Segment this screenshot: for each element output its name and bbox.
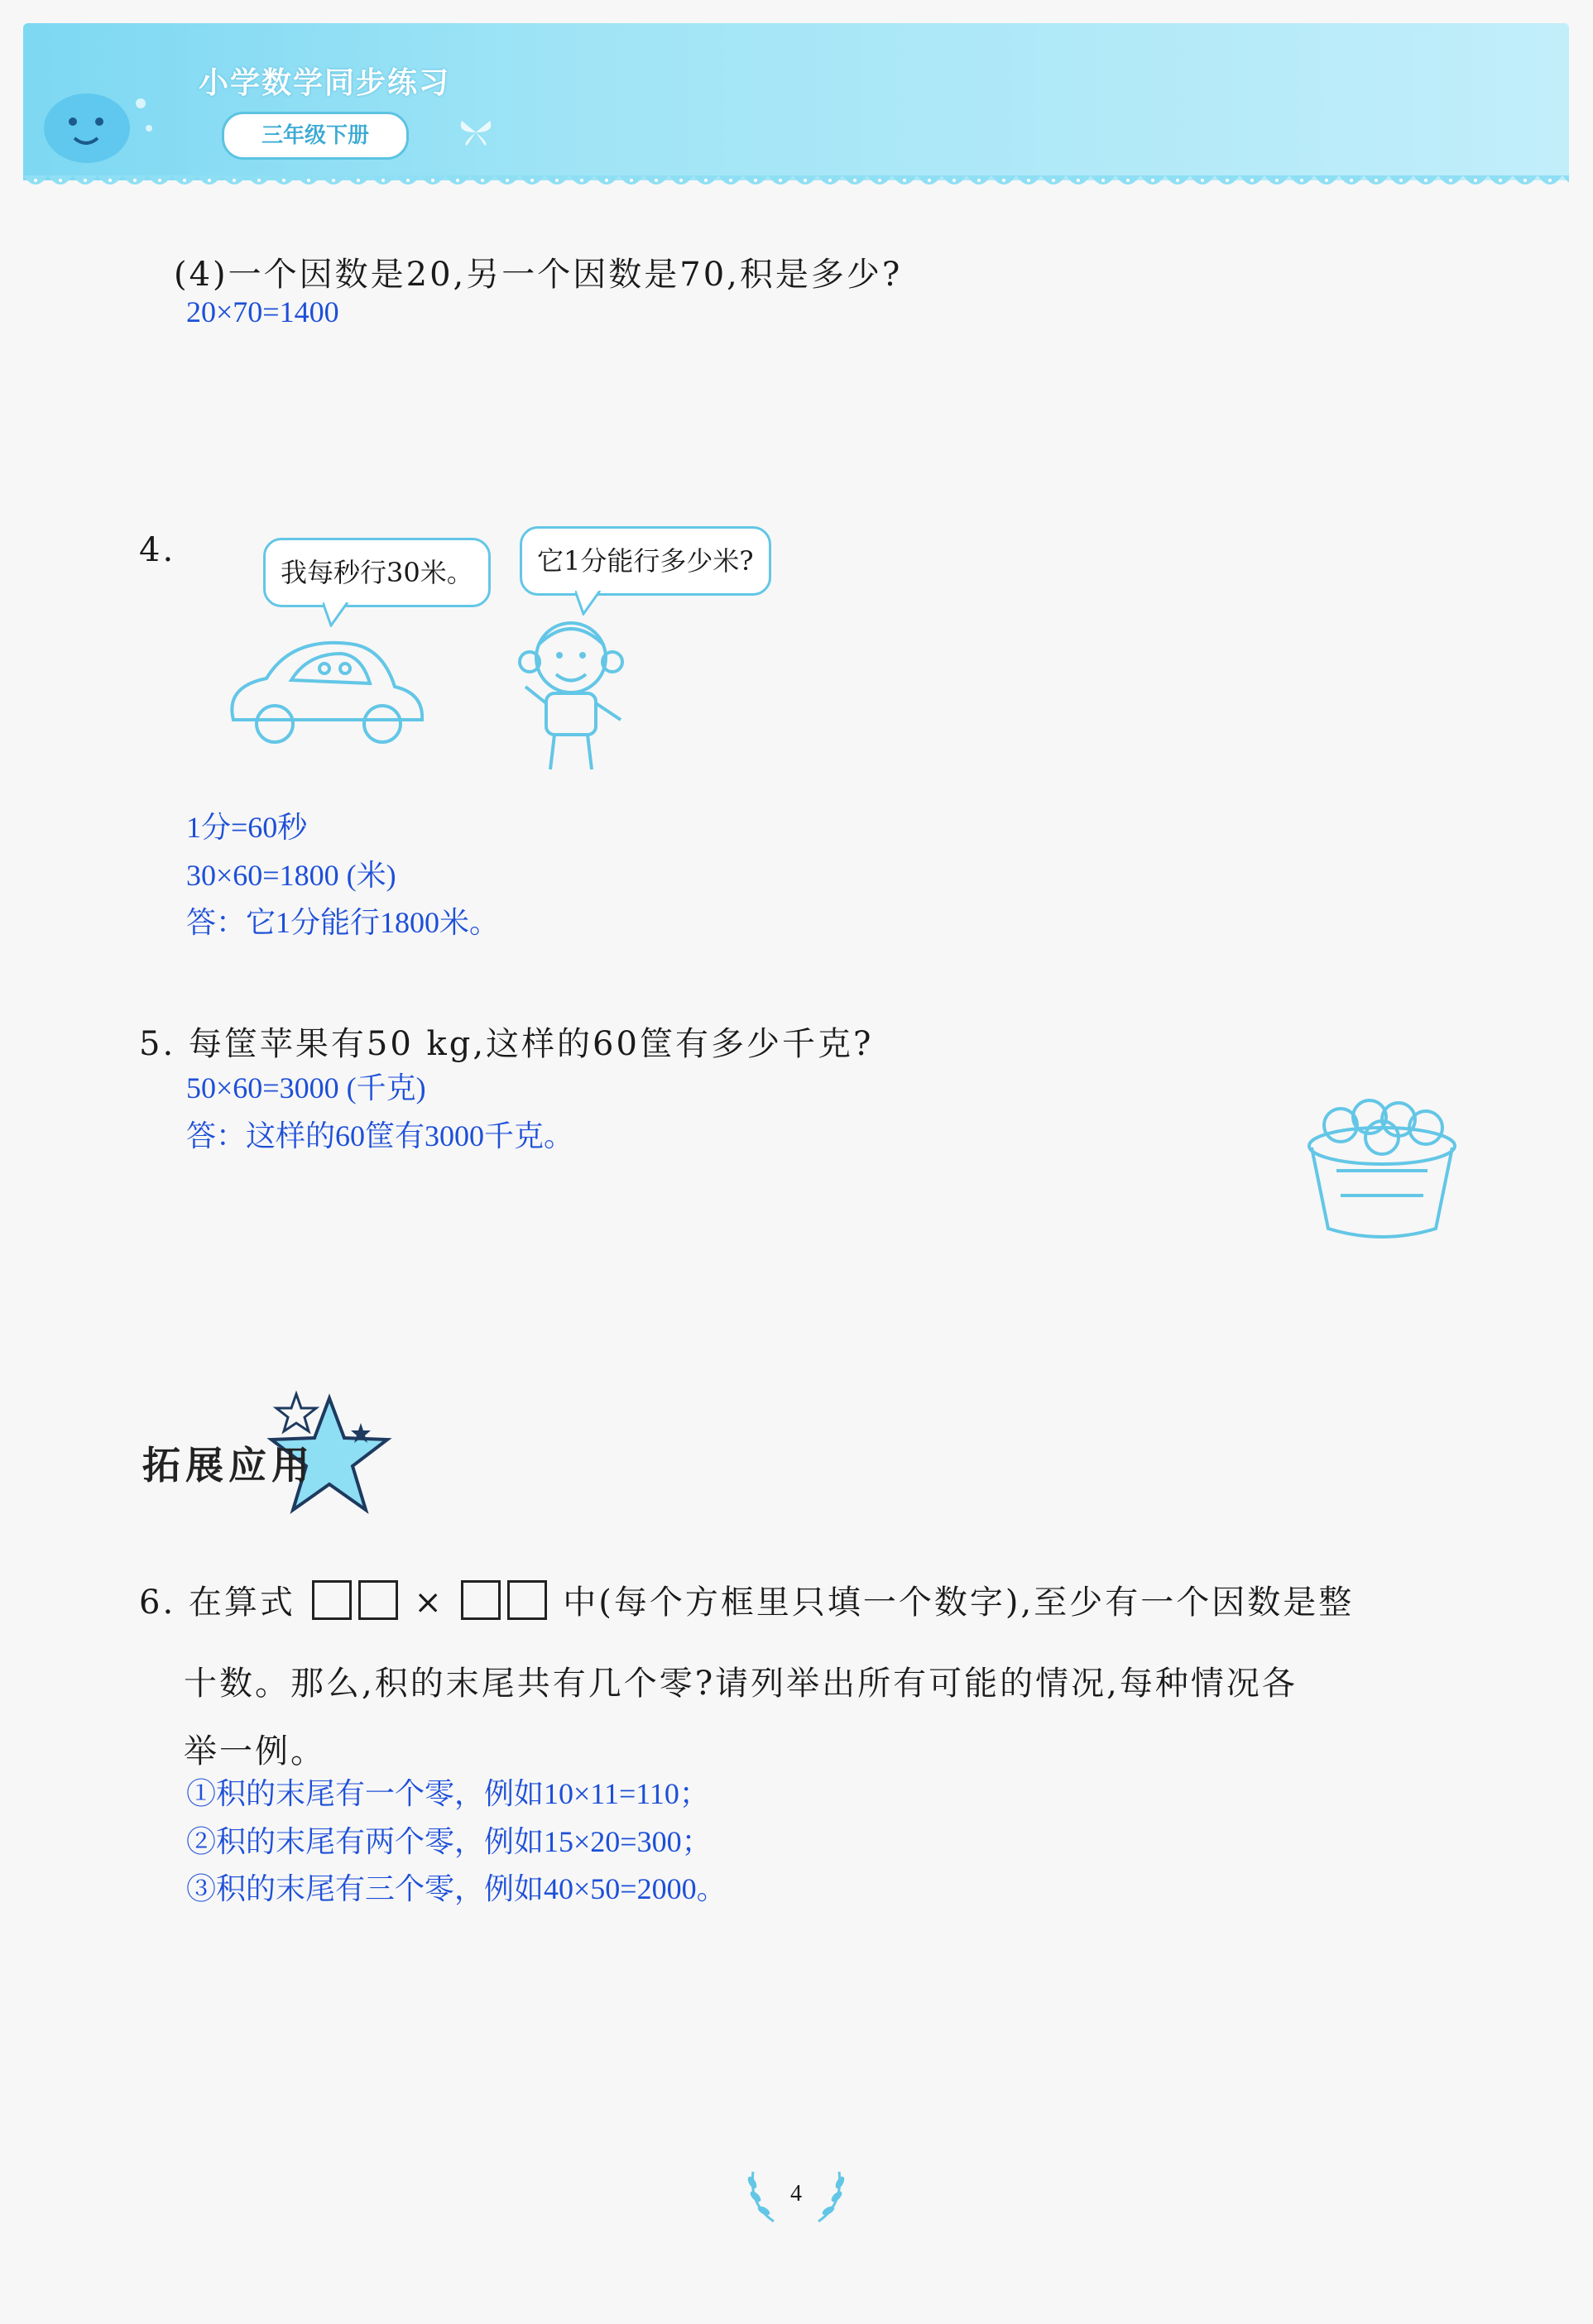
car-illustration-icon	[217, 629, 432, 753]
question-3-4: (4)一个因数是20,另一个因数是70,积是多少?	[174, 256, 903, 294]
question-6-line-1	[139, 1576, 1354, 1623]
question-6-line-2: 十数。那么,积的末尾共有几个零?请列举出所有可能的情况,每种情况各	[184, 1665, 1298, 1703]
question-6-line-1-rest: 中(每个方框里只填一个数字),至少有一个因数是整	[563, 1584, 1355, 1622]
answer-5-line-1: 50×60=3000 (千克)	[186, 1071, 426, 1104]
butterfly-icon	[455, 116, 497, 149]
answer-4-line-2: 30×60=1800 (米)	[186, 859, 396, 892]
water-drop-mascot-icon	[33, 79, 157, 170]
question-5: 5. 每筐苹果有50 kg,这样的60筐有多少千克?	[139, 1025, 874, 1063]
question-4-number: 4.	[139, 531, 176, 569]
speech-bubble-girl: 它1分能行多少米?	[520, 526, 771, 596]
page-number: 4	[790, 2181, 802, 2207]
question-6-line-3: 举一例。	[184, 1732, 326, 1771]
answer-4-line-1: 1分=60秒	[186, 811, 308, 844]
answer-4-line-3: 答：它1分能行1800米。	[186, 906, 500, 939]
bubble-tail-car	[323, 602, 356, 627]
speech-bubble-car: 我每秒行30米。	[263, 538, 491, 607]
question-6-prefix: 6. 在算式	[139, 1584, 295, 1622]
book-title: 小学数学同步练习	[199, 66, 451, 100]
answer-6-line-3: ③积的末尾有三个零，例如40×50=2000。	[186, 1872, 727, 1905]
answer-6-line-2: ②积的末尾有两个零，例如15×20=300；	[186, 1825, 712, 1858]
times-sign: ×	[414, 1584, 444, 1622]
digit-box	[312, 1580, 352, 1620]
section-title-extended-application: 拓展应用	[142, 1443, 314, 1488]
digit-box	[507, 1580, 547, 1620]
banner-scallop-border	[23, 175, 1569, 194]
apple-basket-illustration-icon	[1303, 1088, 1461, 1245]
answer-3-4: 20×70=1400	[186, 295, 339, 328]
answer-6-line-1: ①积的末尾有一个零，例如10×11=110；	[186, 1777, 709, 1810]
book-grade-badge: 三年级下册	[222, 112, 409, 160]
digit-box	[358, 1580, 398, 1620]
digit-box	[461, 1580, 501, 1620]
girl-illustration-icon	[505, 612, 637, 778]
answer-5-line-2: 答：这样的60筐有3000千克。	[186, 1119, 574, 1152]
